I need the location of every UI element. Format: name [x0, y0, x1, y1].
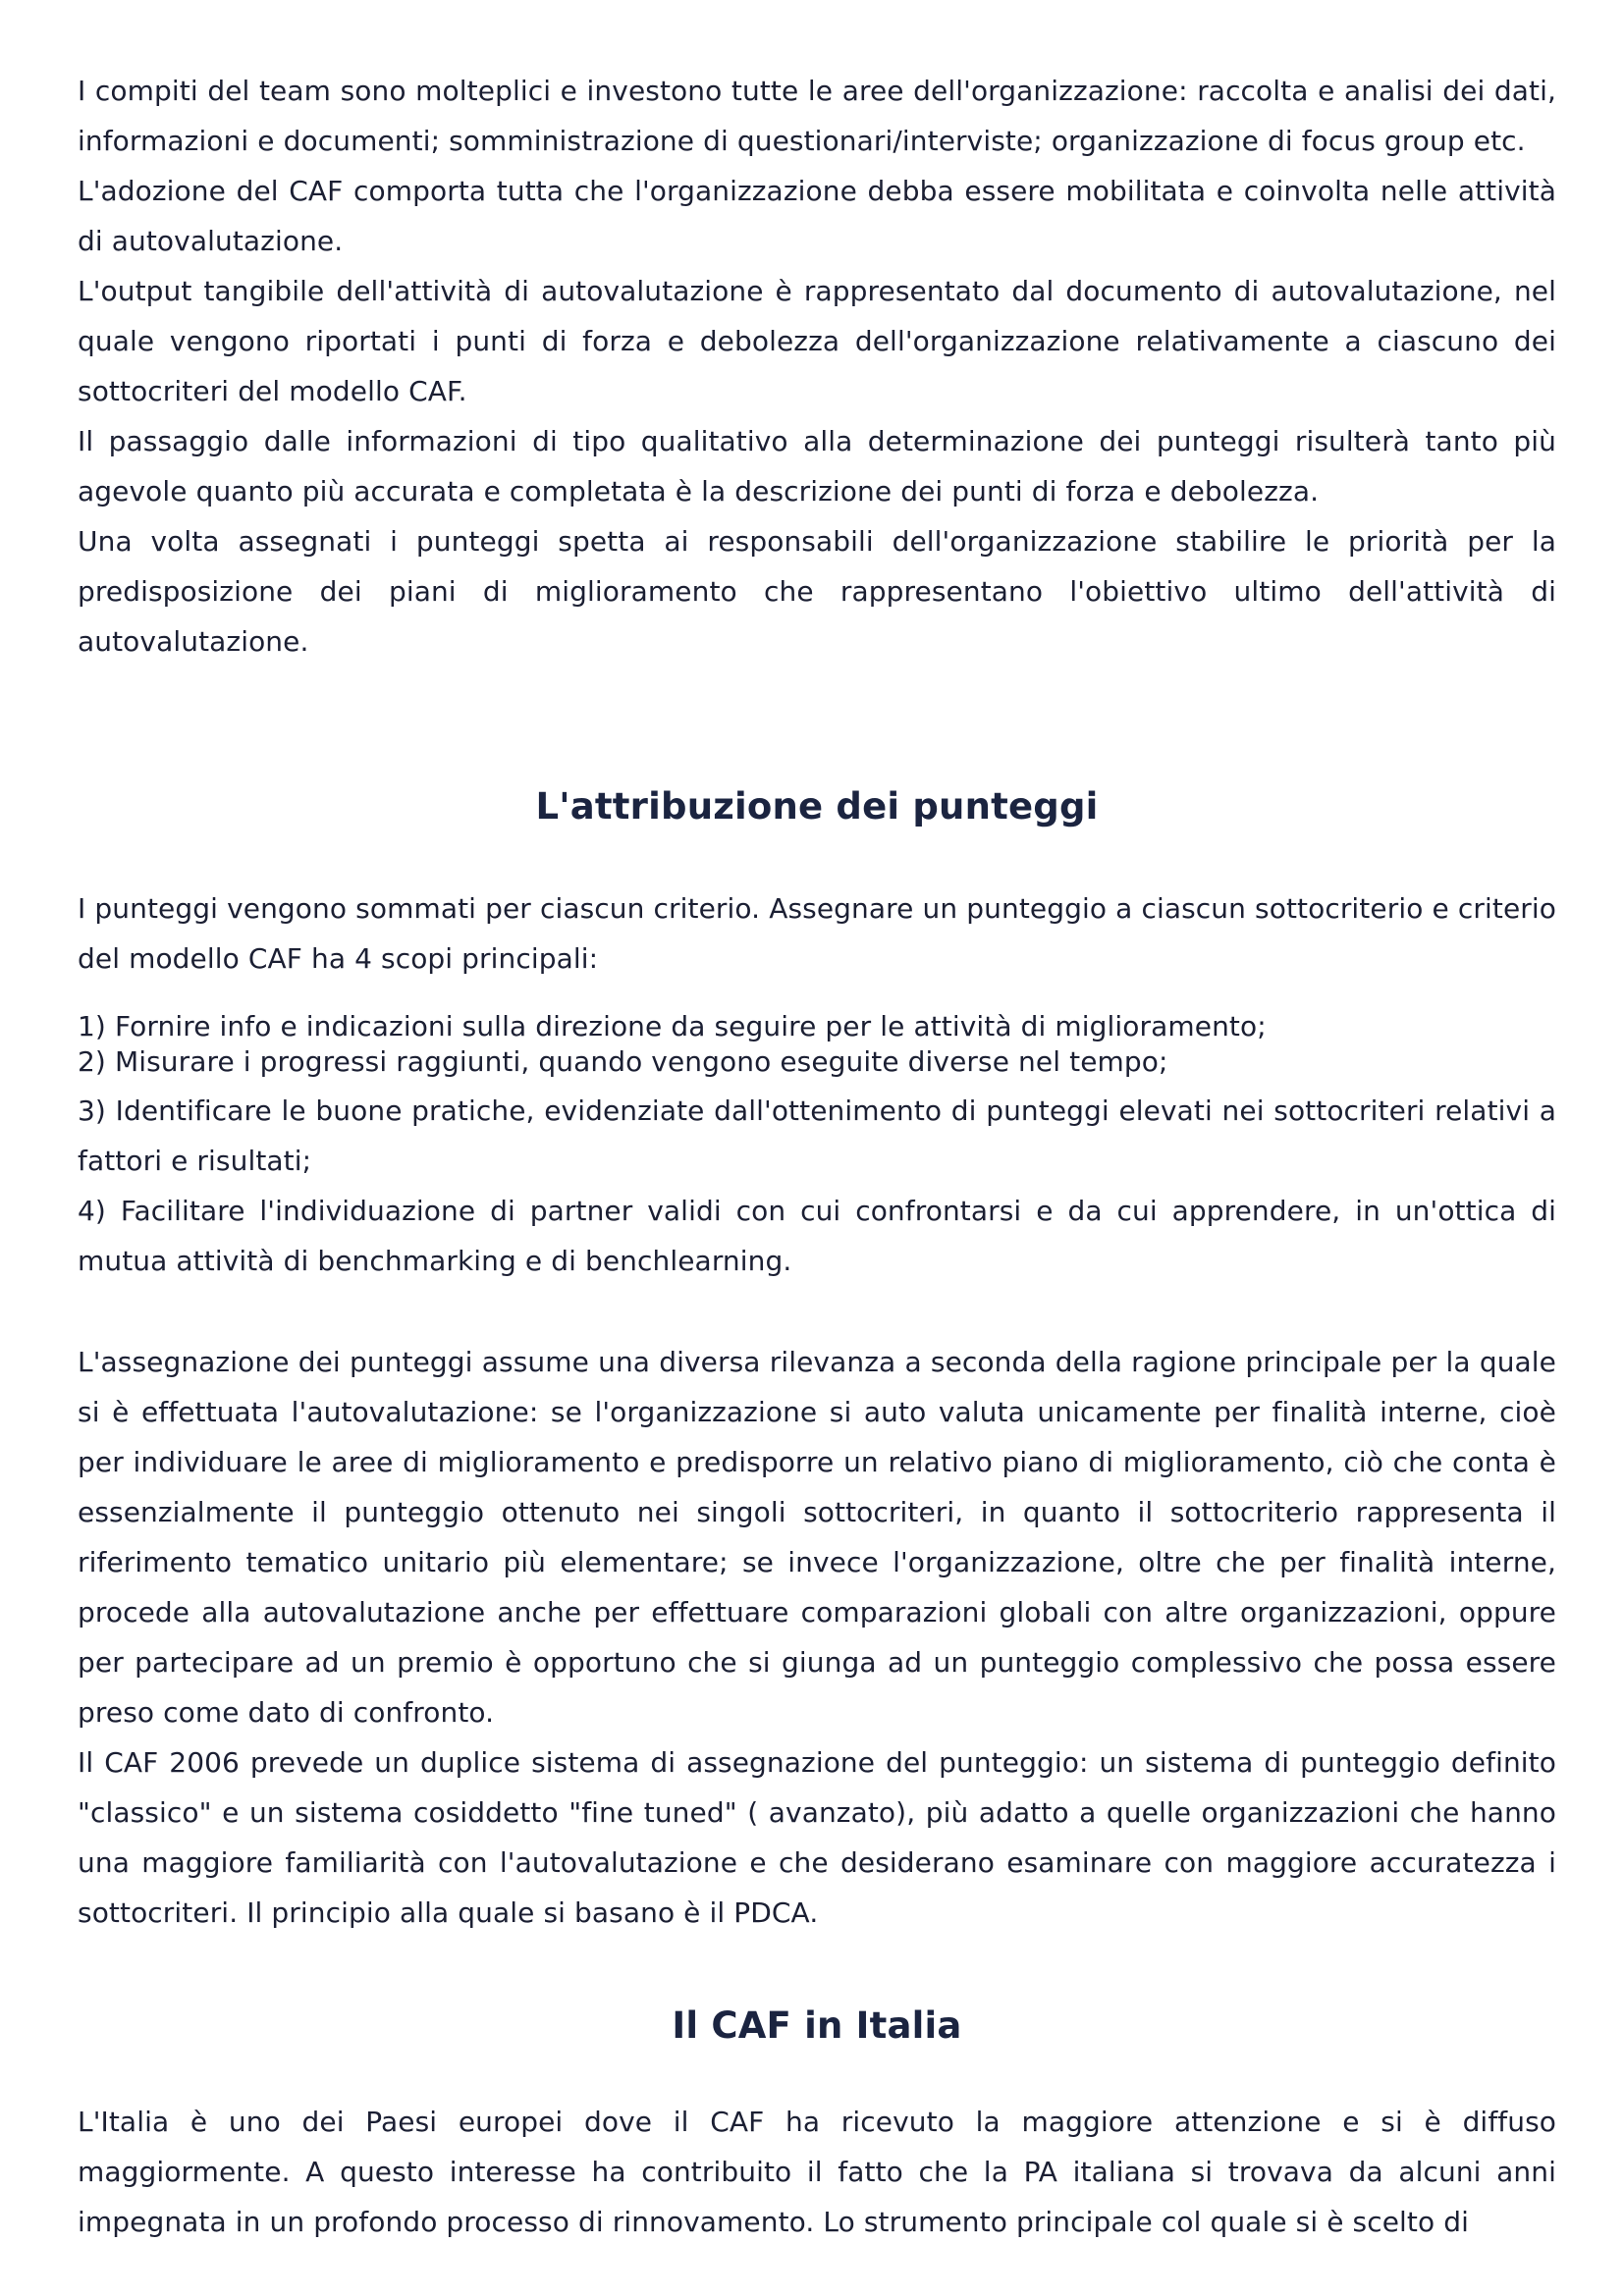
paragraph: Il passaggio dalle informazioni di tipo qualitativo alla determinazione dei punteggi risulterà tanto più agevole quanto più accurata e completata è la descrizione dei punti di forza e debolezza. — [78, 425, 1556, 507]
section-scoring-details — [78, 1337, 1556, 1938]
list-item: 4) Facilitare l'individuazione di partner validi con cui confrontarsi e da cui apprendere, in un'ottica di mutua attività di benchmarking e di benchlearning. — [78, 1195, 1556, 1277]
list-item: 3) Identificare le buone pratiche, evidenziate dall'ottenimento di punteggi elevati nei sottocriteri relativi a fattori e risultati; — [78, 1095, 1556, 1177]
paragraph: Una volta assegnati i punteggi spetta ai responsabili dell'organizzazione stabilire le priorità per la predisposizione dei piani di miglioramento che rappresentano l'obiettivo ultimo dell'attività di autovalutazione. — [78, 525, 1556, 658]
paragraph: I compiti del team sono molteplici e investono tutte le aree dell'organizzazione: raccolta e analisi dei dati, informazioni e documenti; somministrazione di questionari/interviste; organizzazione di focus group etc. — [78, 75, 1556, 157]
paragraph: L'assegnazione dei punteggi assume una diversa rilevanza a seconda della ragione principale per la quale si è effettuata l'autovalutazione: se l'organizzazione si auto valuta unicamente per finalità interne, cioè per individuare le aree di miglioramento e predisporre un relativo piano di miglioramento, ciò che conta è essenzialmente il punteggio ottenuto nei singoli sottocriteri, in quanto il sottocriterio rappresenta il riferimento tematico unitario più elementare; se invece l'organizzazione, oltre che per finalità interne, procede alla autovalutazione anche per effettuare comparazioni globali con altre organizzazioni, oppure per partecipare ad un premio è opportuno che si giunga ad un punteggio complessivo che possa essere preso come dato di confronto. — [78, 1346, 1556, 1729]
list-item: 1) Fornire info e indicazioni sulla direzione da seguire per le attività di miglioramento; — [78, 1010, 1267, 1042]
paragraph: I punteggi vengono sommati per ciascun criterio. Assegnare un punteggio a ciascun sottocriterio e criterio del modello CAF ha 4 scopi principali: — [78, 892, 1556, 975]
section-heading-scoring: L'attribuzione dei punteggi — [535, 785, 1099, 828]
section-scoring — [78, 883, 1556, 984]
section-team-tasks — [78, 66, 1556, 667]
paragraph: L'output tangibile dell'attività di autovalutazione è rappresentato dal documento di autovalutazione, nel quale vengono riportati i punti di forza e debolezza dell'organizzazione relativamente a ciascuno dei sottocriteri del modello CAF. — [78, 275, 1556, 407]
list-item: 2) Misurare i progressi raggiunti, quando vengono eseguite diverse nel tempo; — [78, 1045, 1168, 1078]
paragraph: L'Italia è uno dei Paesi europei dove il CAF ha ricevuto la maggiore attenzione e si è diffuso maggiormente. A questo interesse ha contribuito il fatto che la PA italiana si trovava da alcuni anni impegnata in un profondo processo di rinnovamento. Lo strumento principale col quale si è scelto di — [78, 2106, 1556, 2238]
section-heading-caf-italy: Il CAF in Italia — [672, 2004, 962, 2047]
section-caf-italy — [78, 2097, 1556, 2247]
paragraph: Il CAF 2006 prevede un duplice sistema di assegnazione del punteggio: un sistema di punteggio definito "classico" e un sistema cosiddetto "fine tuned" ( avanzato), più adatto a quelle organizzazioni che hanno una maggiore familiarità con l'autovalutazione e che desiderano esaminare con maggiore accuratezza i sottocriteri. Il principio alla quale si basano è il PDCA. — [78, 1746, 1556, 1929]
scoring-purposes-list — [78, 1009, 1556, 1286]
paragraph: L'adozione del CAF comporta tutta che l'organizzazione debba essere mobilitata e coinvolta nelle attività di autovalutazione. — [78, 175, 1556, 257]
